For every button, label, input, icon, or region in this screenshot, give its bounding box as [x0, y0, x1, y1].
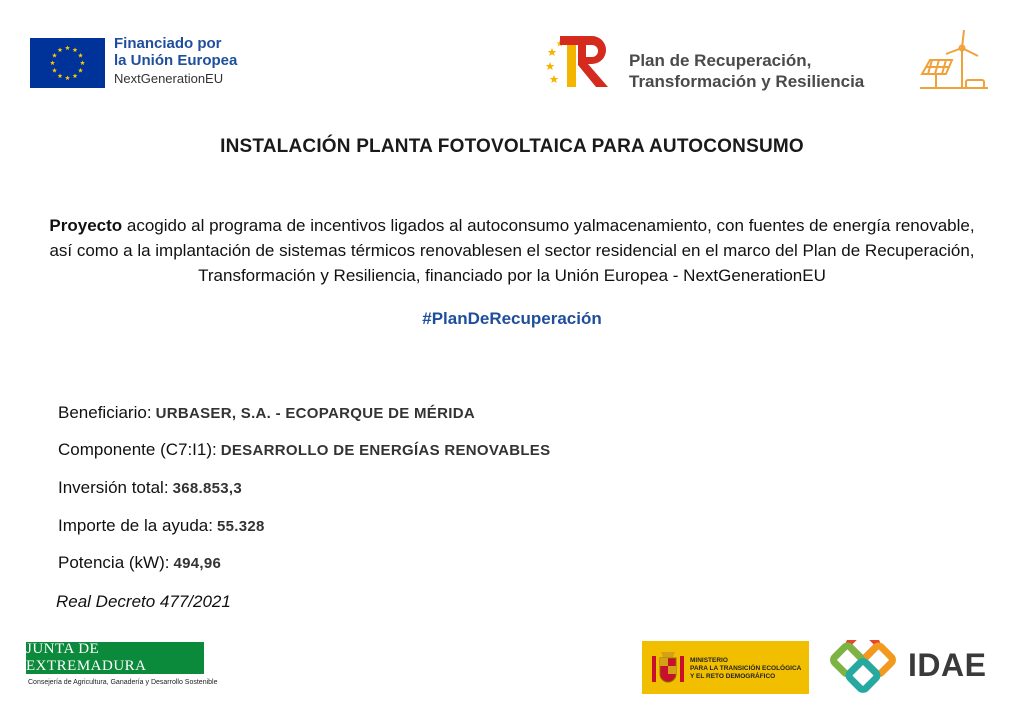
potencia-label: Potencia (kW):: [58, 553, 170, 572]
beneficiario-label: Beneficiario:: [58, 403, 152, 422]
importe-value: 55.328: [216, 518, 265, 535]
ministerio-line-1: MINISTERIO: [690, 657, 728, 664]
eu-line-3: NextGenerationEU: [114, 71, 224, 86]
potencia-row: [58, 553, 221, 573]
importe-row: [58, 516, 265, 536]
eu-star-icon: [52, 53, 57, 58]
eu-star-icon: [78, 53, 83, 58]
eu-star-icon: [78, 68, 83, 73]
eu-star-icon: [73, 47, 78, 52]
eu-star-icon: [52, 68, 57, 73]
decree: Real Decreto 477/2021: [56, 592, 231, 611]
eu-line-1: Financiado por: [114, 35, 222, 52]
spain-coat-of-arms-icon: [650, 648, 686, 688]
eu-star-icon: [80, 60, 85, 65]
prtr-name: [629, 50, 864, 92]
idae-logo-icon: [823, 640, 903, 695]
ministerio-line-2: PARA LA TRANSICIÓN ECOLÓGICA: [690, 665, 802, 672]
componente-label: Componente (C7:I1):: [58, 440, 217, 459]
prtr-line-2: Transformación y Resiliencia: [629, 72, 865, 91]
eu-star-icon: [73, 73, 78, 78]
project-lead: Proyecto: [49, 216, 123, 235]
eu-star-icon: [65, 75, 70, 80]
page-title: INSTALACIÓN PLANTA FOTOVOLTAICA PARA AUTOCONSUMO: [220, 136, 804, 157]
project-description: [40, 213, 984, 288]
prtr-logo-icon: [546, 34, 614, 90]
inversion-value: 368.853,3: [172, 480, 242, 497]
eu-star-icon: [58, 73, 63, 78]
eu-star-icon: [65, 45, 70, 50]
eu-line-2: la Unión Europea: [114, 52, 238, 69]
inversion-label: Inversión total:: [58, 478, 169, 497]
ministerio-name: [690, 657, 801, 681]
junta-name: JUNTA DE EXTREMADURA: [26, 641, 147, 674]
componente-row: [58, 440, 550, 460]
junta-subtitle: Consejería de Agricultura, Ganadería y Desarrollo Sostenible: [28, 679, 218, 686]
prtr-line-1: Plan de Recuperación,: [629, 51, 812, 70]
potencia-value: 494,96: [173, 555, 222, 572]
wind-solar-icon: [918, 26, 990, 98]
junta-logo: [26, 642, 204, 674]
importe-label: Importe de la ayuda:: [58, 516, 213, 535]
ministerio-line-3: Y EL RETO DEMOGRÁFICO: [690, 673, 776, 680]
inversion-row: [58, 478, 242, 498]
beneficiario-row: [58, 403, 475, 423]
eu-flag-icon: [30, 38, 105, 88]
beneficiario-value: URBASER, S.A. - ECOPARQUE DE MÉRIDA: [155, 405, 475, 422]
eu-star-icon: [58, 47, 63, 52]
idae-name: IDAE: [908, 647, 987, 683]
eu-funding-label: [114, 35, 237, 87]
hashtag: #PlanDeRecuperación: [422, 309, 602, 328]
eu-star-icon: [50, 60, 55, 65]
componente-value: DESARROLLO DE ENERGÍAS RENOVABLES: [220, 442, 551, 459]
project-body: acogido al programa de incentivos ligados al autoconsumo yalmacenamiento, con fuentes de energía renovable, así como a la implantación de sistemas térmicos renovablesen el sector residencial en el marco del Plan de Recuperación, Transformación y Resiliencia, financiado por la Unión Europea - NextGenerationEU: [49, 216, 975, 285]
